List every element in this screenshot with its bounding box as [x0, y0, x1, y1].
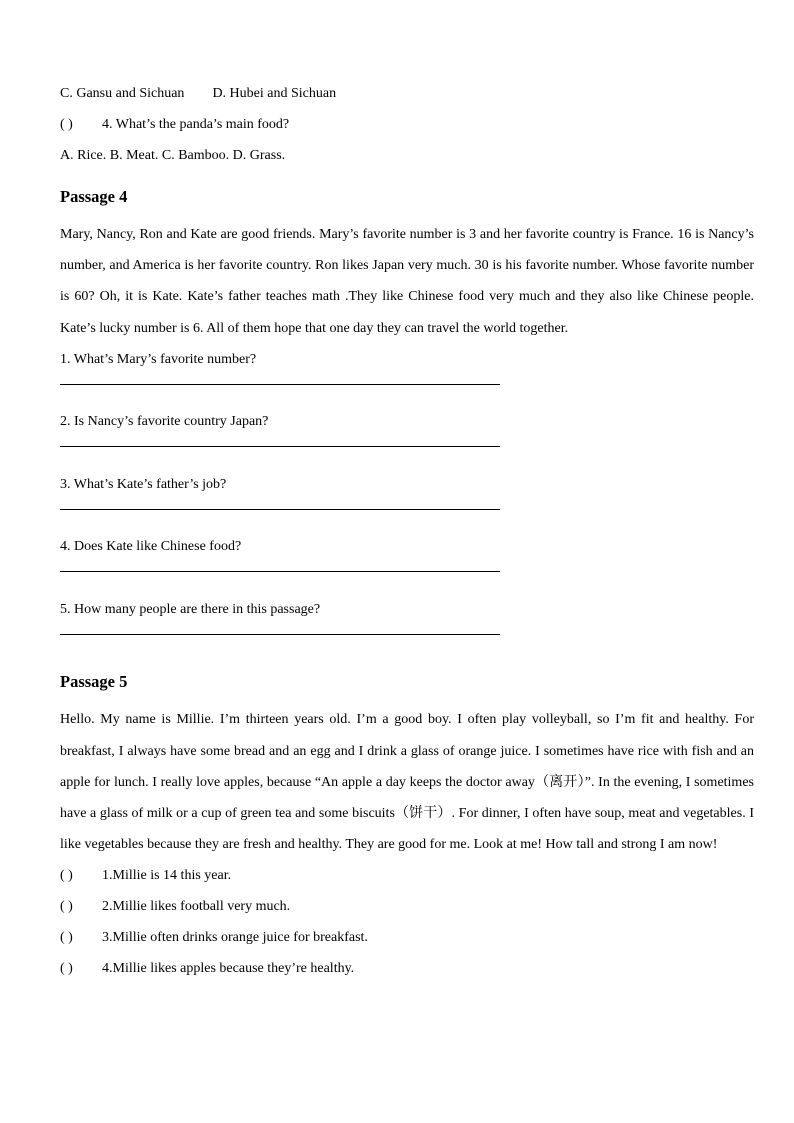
question-4-options: A. Rice. B. Meat. C. Bamboo. D. Grass. — [60, 148, 286, 163]
statement-text: 2.Millie likes football very much. — [102, 899, 291, 915]
answer-paren[interactable]: ( ) — [60, 117, 73, 132]
question-4 — [60, 109, 754, 140]
question-block — [60, 531, 754, 594]
statement-item — [60, 891, 754, 922]
answer-paren[interactable]: ( ) — [60, 899, 73, 915]
option-d: D. Hubei and Sichuan — [212, 86, 337, 101]
answer-line[interactable] — [60, 384, 500, 385]
question-text: 1. What’s Mary’s favorite number? — [60, 351, 257, 367]
answer-paren[interactable]: ( ) — [60, 930, 73, 946]
statement-item — [60, 953, 754, 984]
answer-line[interactable] — [60, 446, 500, 447]
passage-4-text: Mary, Nancy, Ron and Kate are good friends. Mary’s favorite number is 3 and her favorite country is France. 16 is Nancy’s number, and America is her favorite country. Ron likes Japan very much. 30 is his favorite number. Whose favorite number is 60? Oh, it is Kate. Kate’s father teaches math .They like Chinese food very much and they also like Chinese people. Kate’s lucky number is 6. All of them hope that one day they can travel the world together. — [60, 227, 754, 336]
option-c: C. Gansu and Sichuan — [60, 86, 185, 101]
options-line — [60, 78, 754, 109]
passage-4-title: Passage 4 — [60, 187, 128, 206]
question-text: 3. What’s Kate’s father’s job? — [60, 476, 227, 492]
statement-text: 1.Millie is 14 this year. — [102, 868, 232, 884]
answer-line[interactable] — [60, 571, 500, 572]
question-block — [60, 594, 754, 657]
answer-paren[interactable]: ( ) — [60, 868, 73, 884]
statement-item — [60, 922, 754, 953]
question-block — [60, 469, 754, 532]
answer-paren[interactable]: ( ) — [60, 961, 73, 977]
question-text: 4. Does Kate like Chinese food? — [60, 539, 242, 555]
statement-item — [60, 860, 754, 891]
question-text: 5. How many people are there in this passage? — [60, 601, 321, 617]
question-text: 2. Is Nancy’s favorite country Japan? — [60, 414, 269, 430]
statement-text: 4.Millie likes apples because they’re healthy. — [102, 961, 355, 977]
answer-line[interactable] — [60, 509, 500, 510]
passage-5-statements — [60, 860, 754, 984]
statement-text: 3.Millie often drinks orange juice for breakfast. — [102, 930, 368, 946]
passage-5-text: Hello. My name is Millie. I’m thirteen years old. I’m a good boy. I often play volleyball, so I’m fit and healthy. For breakfast, I always have some bread and an egg and I drink a glass of orange juice. I sometimes have rice with fish and an apple for lunch. I really love apples, because “An apple a day keeps the doctor away（离开）”. In the evening, I sometimes have a glass of milk or a cup of green tea and some biscuits（饼干）. For dinner, I often have soup, meat and vegetables. I like vegetables because they are fresh and healthy. They are good for me. Look at me! How tall and strong I am now! — [60, 712, 754, 853]
passage-5-title: Passage 5 — [60, 672, 128, 692]
question-block — [60, 344, 754, 407]
question-block — [60, 406, 754, 469]
question-4-text: 4. What’s the panda’s main food? — [102, 117, 290, 132]
answer-line[interactable] — [60, 634, 500, 635]
worksheet-page — [60, 78, 754, 984]
passage-4-questions — [60, 344, 754, 657]
